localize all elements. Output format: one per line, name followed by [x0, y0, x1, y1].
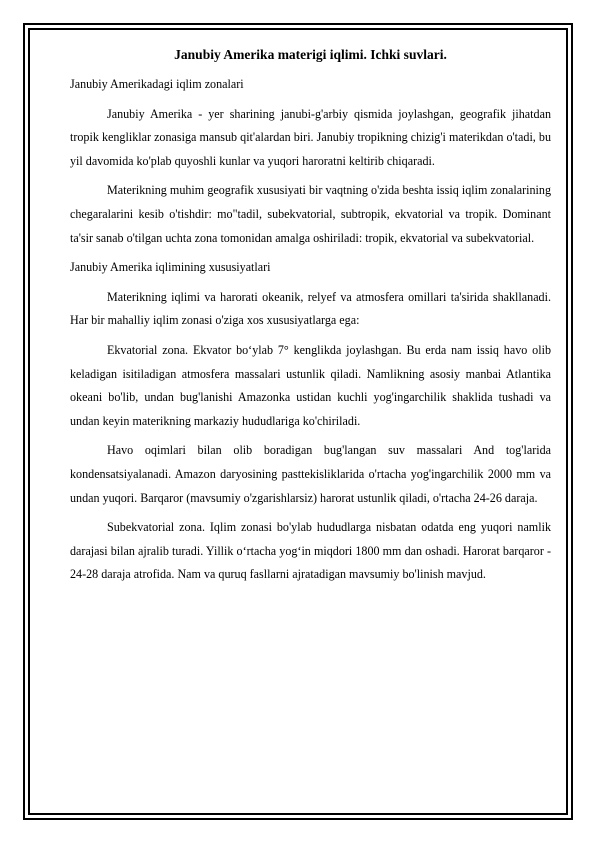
document-body: [70, 44, 551, 593]
paragraph-6: Subekvatorial zona. Iqlim zonasi bo'ylab hududlarga nisbatan odatda eng yuqori namlik darajasi bilan ajralib turadi. Yillik o‘rtacha yog‘in miqdori 1800 mm dan oshadi. Harorat barqaror - 24-28 daraja atrofida. Nam va quruq fasllarni ajratadigan mavsumiy bo'linish mavjud.: [70, 520, 551, 582]
paragraph-1: Janubiy Amerika - yer sharining janubi-g'arbiy qismida joylashgan, geografik jihatdan tropik kengliklar zonasiga mansub qit'alardan biri. Janubiy tropikning chizig'i materikdan o'tadi, bu yil davomida ko'plab quyoshli kunlar va yuqori haroratni keltirib chiqaradi.: [70, 106, 551, 168]
section-heading-climate-zones: Janubiy Amerikadagi iqlim zonalari: [70, 77, 244, 91]
paragraph-3: Materikning iqlimi va harorati okeanik, relyef va atmosfera omillari ta'sirida shakllanadi. Har bir mahalliy iqlim zonasi o'ziga xos xususiyatlarga ega:: [70, 289, 551, 328]
paragraph-4: Ekvatorial zona. Ekvator bo‘ylab 7° kenglikda joylashgan. Bu erda nam issiq havo olib keladigan isitiladigan atmosfera massalari ustunlik qiladi. Namlikning asosiy manbai Atlantika okeani bo'lib, undan bug'lanishi Amazonka ustidan kuchli yog'ingarchilik shaklida tushadi va undan keyin materikning markaziy hududlariga ko'chiriladi.: [70, 342, 551, 428]
paragraph-2: Materikning muhim geografik xususiyati bir vaqtning o'zida beshta issiq iqlim zonalarining chegaralarini kesib o'tishdir: mo"tadil, subekvatorial, subtropik, ekvatorial va tropik. Dominant ta'sir sanab o'tilgan uchta zona tomonidan amalga oshiriladi: tropik, ekvatorial va subekvatorial.: [70, 183, 551, 245]
document-title: Janubiy Amerika materigi iqlimi. Ichki suvlari.: [174, 47, 447, 62]
paragraph-5: Havo oqimlari bilan olib boradigan bug'langan suv massalari And tog'larida kondensatsiyalanadi. Amazon daryosining pasttekisliklarida o'rtacha yog'ingarchilik 2000 mm va undan yuqori. Barqaror (mavsumiy o'zgarishlarsiz) harorat ustunlik qiladi, o'rtacha 24-26 daraja.: [70, 443, 551, 505]
section-heading-climate-features: Janubiy Amerika iqlimining xususiyatlari: [70, 260, 271, 275]
